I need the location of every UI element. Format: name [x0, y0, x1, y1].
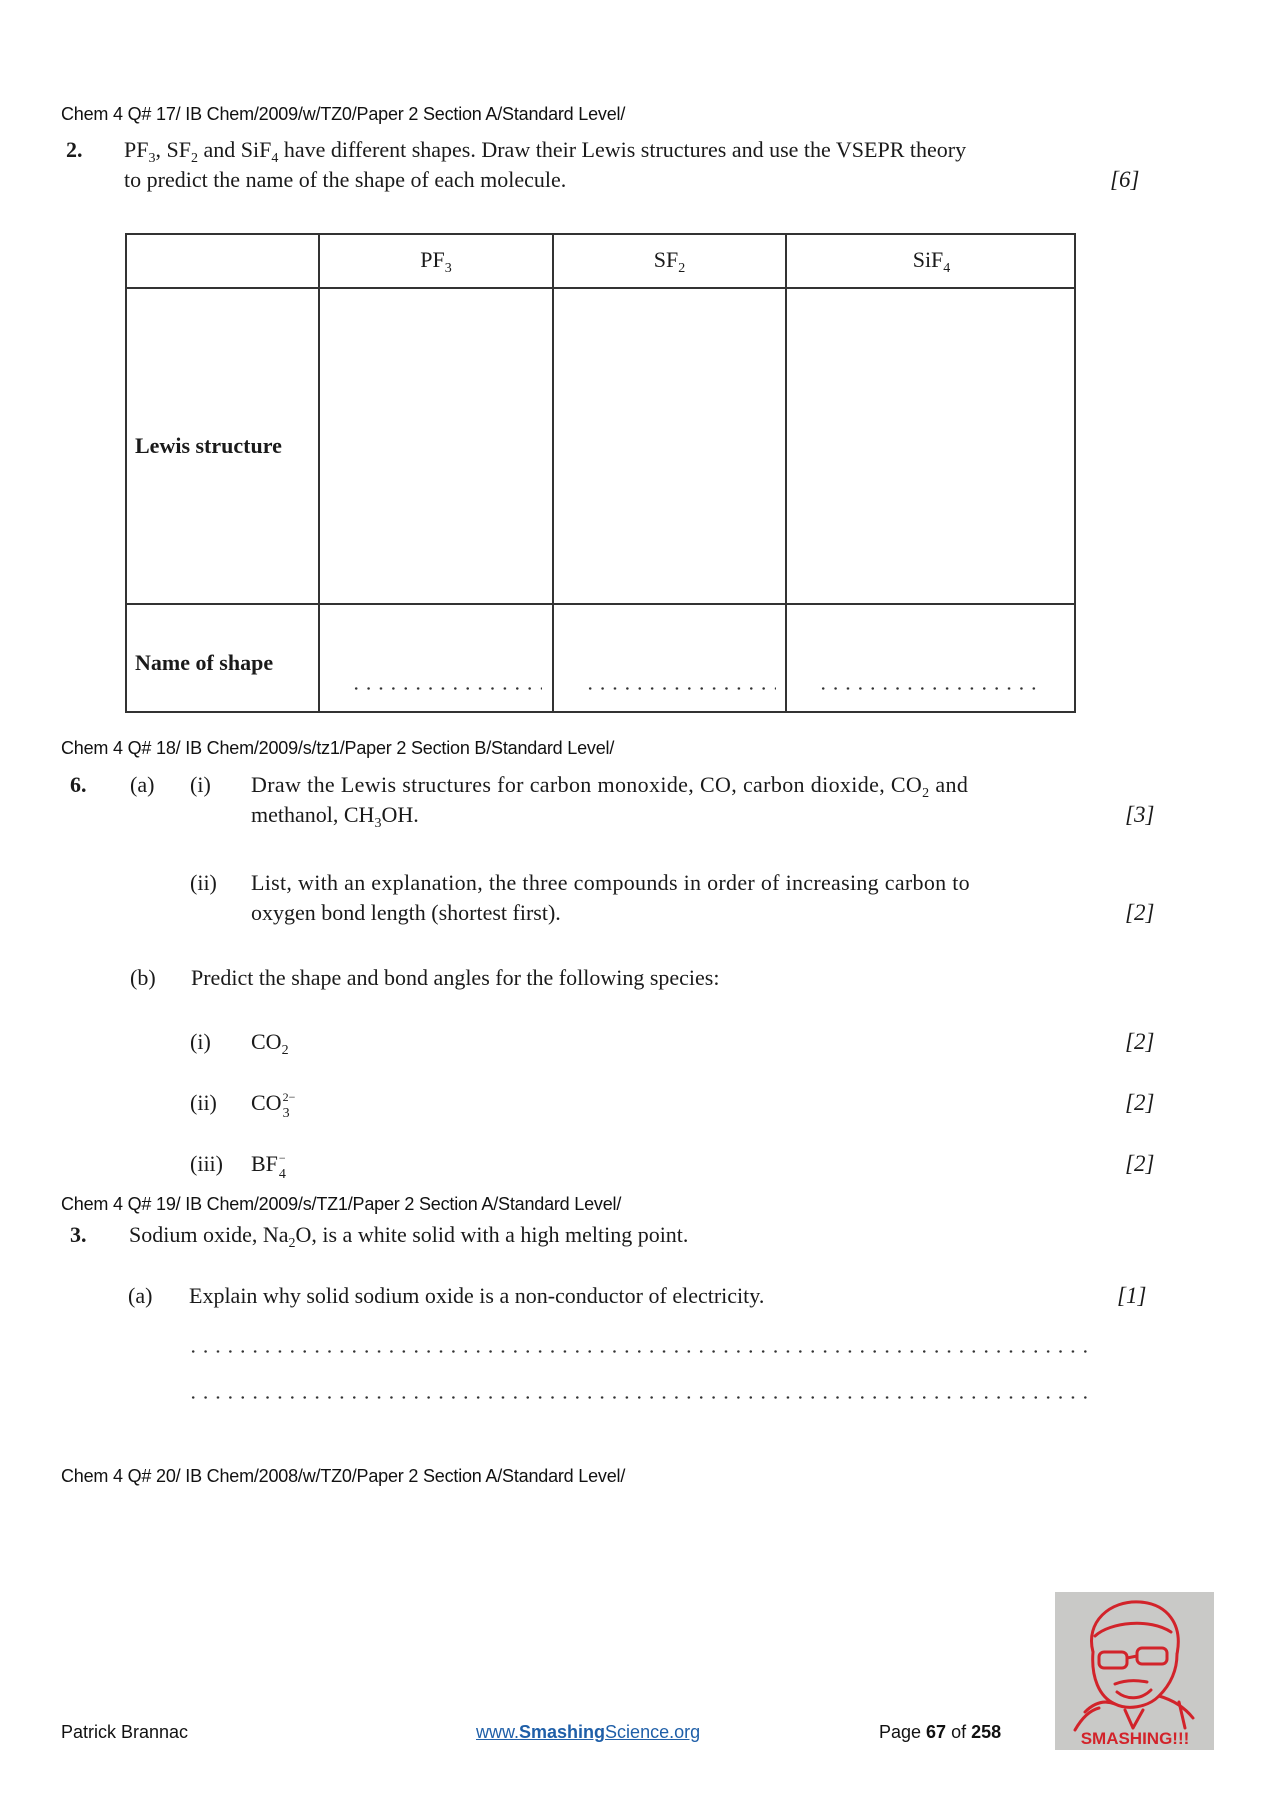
question-text-line: to predict the name of the shape of each molecule.	[124, 167, 567, 192]
row-label-lewis-structure: Lewis structure	[135, 433, 282, 458]
question-text-line: Draw the Lewis structures for carbon monoxide, CO, carbon dioxide, $CO_2$ and	[251, 772, 969, 801]
answer-dotted-line[interactable]	[187, 1350, 1092, 1353]
species-formula: BF − 4	[251, 1151, 286, 1182]
question-text-line: Predict the shape and bond angles for the following species:	[191, 965, 720, 990]
question-text-line: Explain why solid sodium oxide is a non-conductor of electricity.	[189, 1283, 765, 1308]
table-divider	[127, 287, 1074, 289]
table-header-sif4: SiF$_4$	[912, 247, 951, 276]
portrait-sketch-icon	[1055, 1592, 1214, 1750]
marks-label: [2]	[1125, 900, 1155, 925]
subpart-label: (ii)	[190, 1090, 217, 1115]
smashing-logo	[1055, 1592, 1214, 1750]
table-divider	[552, 235, 554, 711]
answer-dotted-line[interactable]	[187, 1396, 1092, 1399]
marks-label: [2]	[1125, 1151, 1155, 1176]
subpart-label: (i)	[190, 1029, 211, 1054]
footer-website-link[interactable]: www.SmashingScience.org	[476, 1722, 701, 1742]
marks-label: [2]	[1125, 1029, 1155, 1054]
part-label: (a)	[130, 772, 155, 797]
question-source-q19: Chem 4 Q# 19/ IB Chem/2009/s/TZ1/Paper 2 Section A/Standard Level/	[61, 1194, 622, 1214]
logo-text: SMASHING!!!	[1080, 1729, 1190, 1748]
question-number: 3.	[70, 1222, 87, 1247]
marks-label: [6]	[1110, 167, 1140, 192]
table-divider	[318, 235, 320, 711]
table-divider	[785, 235, 787, 711]
species-formula: $CO_2$	[251, 1029, 289, 1058]
species-formula: CO 2− 3	[251, 1090, 296, 1121]
footer-page-number: Page 67 of 258	[879, 1722, 1002, 1742]
question-source-q17: Chem 4 Q# 17/ IB Chem/2009/w/TZ0/Paper 2 Section A/Standard Level/	[61, 104, 626, 124]
table-divider	[127, 603, 1074, 605]
table-header-sf2: $SF_2$	[653, 247, 686, 276]
table-header-pf3: $PF_3$	[420, 247, 452, 276]
part-label: (a)	[128, 1283, 153, 1308]
subpart-label: (i)	[190, 772, 211, 797]
question-text-line: oxygen bond length (shortest first).	[251, 900, 561, 925]
answer-dotted-line[interactable]	[350, 687, 542, 690]
row-label-name-of-shape: Name of shape	[135, 650, 274, 675]
subpart-label: (iii)	[190, 1151, 223, 1176]
question-text-line: methanol, $CH_3OH$.	[251, 802, 419, 831]
marks-label: [1]	[1117, 1283, 1147, 1308]
question-source-q20: Chem 4 Q# 20/ IB Chem/2008/w/TZ0/Paper 2 Section A/Standard Level/	[61, 1466, 626, 1486]
question-text-line: List, with an explanation, the three compounds in order of increasing carbon to	[251, 870, 970, 895]
question-source-q18: Chem 4 Q# 18/ IB Chem/2009/s/tz1/Paper 2 Section B/Standard Level/	[61, 738, 615, 758]
question-number: 6.	[70, 772, 87, 797]
part-label: (b)	[130, 965, 156, 990]
question-text-line: $PF_3$, $SF_2$ and SiF$_4$ have different shapes. Draw their Lewis structures and use the VSEPR theory	[124, 137, 967, 166]
answer-dotted-line[interactable]	[817, 687, 1037, 690]
answer-table	[125, 233, 1076, 713]
question-number: 2.	[66, 137, 83, 162]
answer-dotted-line[interactable]	[584, 687, 776, 690]
marks-label: [2]	[1125, 1090, 1155, 1115]
question-text-line: Sodium oxide, $Na_2O$, is a white solid with a high melting point.	[129, 1222, 689, 1251]
marks-label: [3]	[1125, 802, 1155, 827]
subpart-label: (ii)	[190, 870, 217, 895]
footer-author: Patrick Brannac	[61, 1722, 189, 1742]
